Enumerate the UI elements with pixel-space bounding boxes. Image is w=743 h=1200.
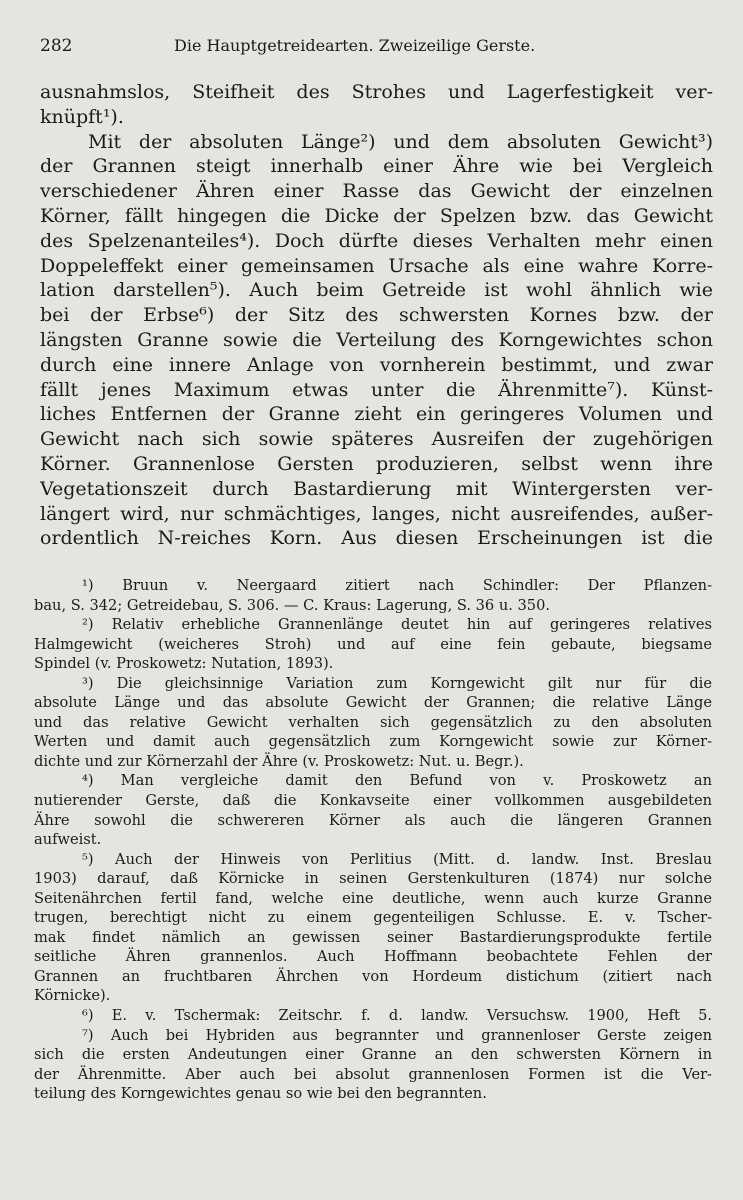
footnote-line: ⁶) E. v. Tschermak: Zeitschr. f. d. landw. Versuchsw. 1900, Heft 5. [82,1007,712,1025]
footnote-line: Halmgewicht (weicheres Stroh) und auf eine fein gebaute, biegsame [34,635,712,653]
footnote-line: der Ährenmitte. Aber auch bei absolut grannenlosen Formen ist die Ver- [34,1065,712,1083]
page-number: 282 [40,36,73,56]
body-line: Mit der absoluten Länge²) und dem absoluten Gewicht³) [88,130,713,153]
body-line: liches Entfernen der Granne zieht ein geringeres Volumen und [40,403,713,426]
footnote-line: ⁴) Man vergleiche damit den Befund von v. Proskowetz an [82,772,712,790]
body-line: längert wird, nur schmächtiges, langes, nicht ausreifendes, außer- [40,502,713,525]
body-line: Körner. Grannenlose Gersten produzieren, selbst wenn ihre [40,452,713,475]
footnote-line: Seitenährchen fertil fand, welche eine deutliche, wenn auch kurze Granne [34,889,712,907]
footnote-line: Spindel (v. Proskowetz: Nutation, 1893). [34,655,334,673]
body-line: Doppeleffekt einer gemeinsamen Ursache als eine wahre Korre- [40,254,713,277]
footnote-line: Grannen an fruchtbaren Ährchen von Hordeum distichum (zitiert nach [34,967,712,985]
body-line: Körner, fällt hingegen die Dicke der Spelzen bzw. das Gewicht [40,204,713,227]
footnote-line: mak findet nämlich an gewissen seiner Bastardierungsprodukte fertile [34,928,712,946]
body-line: knüpft¹). [40,105,124,128]
body-line: lation darstellen⁵). Auch beim Getreide ist wohl ähnlich wie [40,279,713,302]
body-line: längsten Granne sowie die Verteilung des Korngewichtes schon [40,328,713,351]
body-line: Vegetationszeit durch Bastardierung mit Wintergersten ver- [40,477,713,500]
footnote-line: ⁵) Auch der Hinweis von Perlitius (Mitt. d. landw. Inst. Breslau [82,850,712,868]
footnotes [34,576,712,1104]
page-header [40,36,713,60]
body-line: fällt jenes Maximum etwas unter die Ährenmitte⁷). Künst- [40,378,713,401]
footnote-line: sich die ersten Andeutungen einer Granne an den schwersten Körnern in [34,1046,712,1064]
footnote-line: ¹) Bruun v. Neergaard zitiert nach Schindler: Der Pflanzen- [82,577,712,594]
body-line: ausnahmslos, Steifheit des Strohes und Lagerfestigkeit ver- [40,81,713,103]
body-line: ordentlich N-reiches Korn. Aus diesen Erscheinungen ist die [40,527,713,550]
body-line: der Grannen steigt innerhalb einer Ähre wie bei Vergleich [40,155,713,178]
footnote-line: ³) Die gleichsinnige Variation zum Korngewicht gilt nur für die [82,674,712,692]
footnote-line: ⁷) Auch bei Hybriden aus begrannter und grannenloser Gerste zeigen [82,1026,712,1044]
body-line: bei der Erbse⁶) der Sitz des schwersten Kornes bzw. der [40,304,713,327]
footnote-line: Körnicke). [34,987,111,1005]
running-head: Die Hauptgetreidearten. Zweizeilige Gerste. [174,36,536,55]
footnote-line: aufweist. [34,831,102,849]
body-text [40,80,713,551]
footnote-line: dichte und zur Körnerzahl der Ähre (v. Proskowetz: Nut. u. Begr.). [34,752,524,770]
body-line: durch eine innere Anlage von vornherein bestimmt, und zwar [40,353,713,376]
footnote-line: seitliche Ähren grannenlos. Auch Hoffmann beobachtete Fehlen der [34,948,712,966]
footnote-line: bau, S. 342; Getreidebau, S. 306. — C. Kraus: Lagerung, S. 36 u. 350. [34,596,550,614]
footnote-line: ²) Relativ erhebliche Grannenlänge deutet hin auf geringeres relatives [82,616,712,634]
body-line: Gewicht nach sich sowie späteres Ausreifen der zugehörigen [40,428,713,451]
footnote-line: Werten und damit auch gegensätzlich zum Korngewicht sowie zur Körner- [34,733,712,751]
body-line: verschiedener Ähren einer Rasse das Gewicht der einzelnen [40,180,713,203]
footnote-line: absolute Länge und das absolute Gewicht der Grannen; die relative Länge [34,694,712,712]
footnote-line: teilung des Korngewichtes genau so wie bei den begrannten. [34,1085,487,1103]
footnote-line: 1903) darauf, daß Körnicke in seinen Gerstenkulturen (1874) nur solche [34,870,712,888]
footnote-line: Ähre sowohl die schwereren Körner als auch die längeren Grannen [34,811,712,829]
body-line: des Spelzenanteiles⁴). Doch dürfte dieses Verhalten mehr einen [40,229,713,252]
footnote-line: nutierender Gerste, daß die Konkavseite einer vollkommen ausgebildeten [34,792,712,810]
footnote-line: trugen, berechtigt nicht zu einem gegenteiligen Schlusse. E. v. Tscher- [34,909,712,927]
footnote-line: und das relative Gewicht verhalten sich gegensätzlich zu den absoluten [34,713,712,731]
